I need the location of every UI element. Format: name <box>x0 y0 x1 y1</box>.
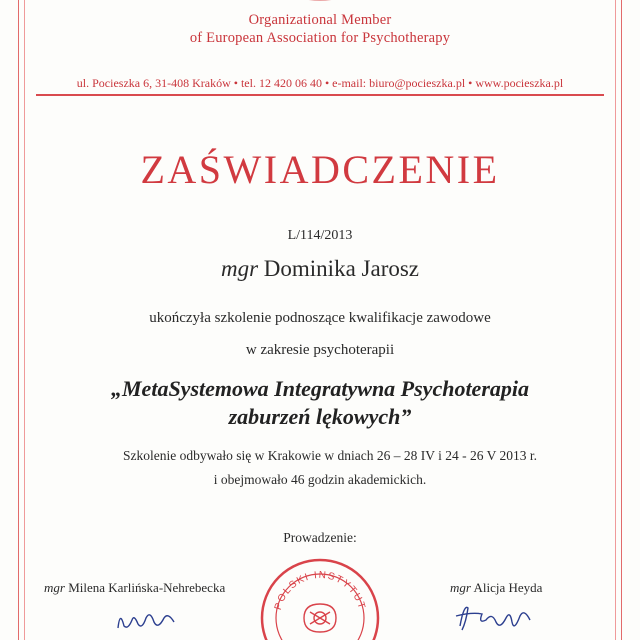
completion-text: ukończyła szkolenie podnoszące kwalifikacje zawodowe <box>149 310 491 326</box>
certificate-title: ZAŚWIADCZENIE <box>140 147 500 192</box>
institute-seal-icon <box>258 556 382 640</box>
right-signatory <box>450 580 542 596</box>
organization-membership-line2: of European Association for Psychotherapy <box>189 30 451 46</box>
signatures-label: Prowadzenie: <box>283 530 357 545</box>
recipient-name: Dominika Jarosz <box>263 256 420 281</box>
header-divider <box>36 94 604 96</box>
training-dates: Szkolenie odbywało się w Krakowie w dniach 26 – 28 IV i 24 - 26 V 2013 r. <box>123 448 537 463</box>
left-signatory-name: Milena Karlińska-Nehrebecka <box>68 580 226 595</box>
left-signatory-prefix: mgr <box>44 580 65 595</box>
contact-line: ul. Pocieszka 6, 31-408 Kraków • tel. 12 420 06 40 • e-mail: biuro@pocieszka.pl • www.pocieszka.pl <box>76 76 564 90</box>
left-signature-icon <box>112 600 182 636</box>
svg-text:POLSKI INSTYTUT <box>273 570 367 612</box>
left-signatory <box>44 580 225 596</box>
right-signatory-name: Alicja Heyda <box>473 580 543 595</box>
seal-text: POLSKI INSTYTUT <box>272 569 368 612</box>
right-signatory-prefix: mgr <box>450 580 471 595</box>
association-logo-icon <box>240 0 400 10</box>
course-title-line1: „MetaSystemowa Integratywna Psychoterapia <box>111 376 529 401</box>
certificate-number: L/114/2013 <box>287 228 353 243</box>
course-title-line2: zaburzeń lękowych” <box>228 404 412 429</box>
recipient-line <box>0 256 640 282</box>
organization-membership-line1: Organizational Member <box>248 12 392 28</box>
recipient-prefix: mgr <box>220 256 259 281</box>
field-text: w zakresie psychoterapii <box>245 342 395 358</box>
right-signature-icon <box>452 596 542 636</box>
training-hours: i obejmowało 46 godzin akademickich. <box>213 472 427 487</box>
